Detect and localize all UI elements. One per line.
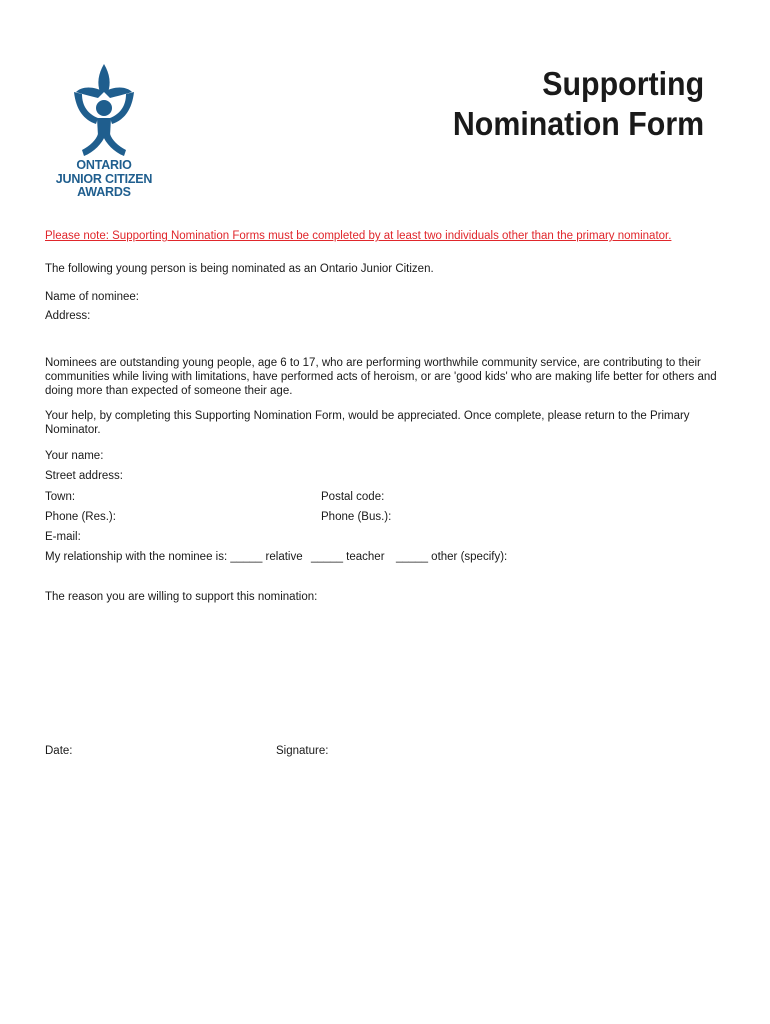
page-title: [453, 64, 704, 144]
date-label: Date:: [45, 745, 73, 757]
phone-bus-label: Phone (Bus.):: [321, 511, 392, 523]
ojca-logo: [46, 62, 162, 206]
signature-label: Signature:: [276, 745, 329, 757]
street-address-label: Street address:: [45, 470, 123, 482]
town-label: Town:: [45, 491, 76, 503]
reason-label: The reason you are willing to support this nomination:: [45, 591, 318, 603]
email-label: E-mail:: [45, 531, 81, 543]
relationship-line: [45, 550, 303, 564]
help-request: Your help, by completing this Supporting Nomination Form, would be appreciated. Once complete, please return to the Primary Nominator.: [45, 410, 690, 436]
logo-line-awards: AWARDS: [77, 185, 131, 199]
intro-text: The following young person is being nominated as an Ontario Junior Citizen.: [45, 263, 434, 275]
postal-code-label: Postal code:: [321, 491, 385, 503]
nominee-description: Nominees are outstanding young people, age 6 to 17, who are performing worthwhile community service, are contributing to their communities while living with limitations, have performed acts of heroism, or are 'good kids' who are making life better for others and doing more than expected of someone their age.: [45, 357, 717, 397]
logo-line-junior-citizen: JUNIOR CITIZEN: [55, 171, 153, 186]
nominee-name-label: Name of nominee:: [45, 291, 139, 303]
logo-line-ontario: ONTARIO: [76, 158, 132, 172]
title-line-1: Supporting: [542, 65, 704, 102]
your-name-label: Your name:: [45, 450, 104, 462]
logo-figure-icon: [70, 62, 138, 162]
nominee-address-label: Address:: [45, 310, 91, 322]
important-note: Please note: Supporting Nomination Forms must be completed by at least two individuals other than the primary nominator.: [45, 230, 672, 242]
relationship-other: _____ other (specify):: [396, 551, 508, 563]
logo-wordmark: [46, 159, 162, 200]
title-line-2: Nomination Form: [452, 105, 704, 142]
relationship-teacher: _____ teacher: [311, 551, 385, 563]
relationship-relative: My relationship with the nominee is: _____ relative: [45, 551, 303, 563]
phone-res-label: Phone (Res.):: [45, 511, 116, 523]
